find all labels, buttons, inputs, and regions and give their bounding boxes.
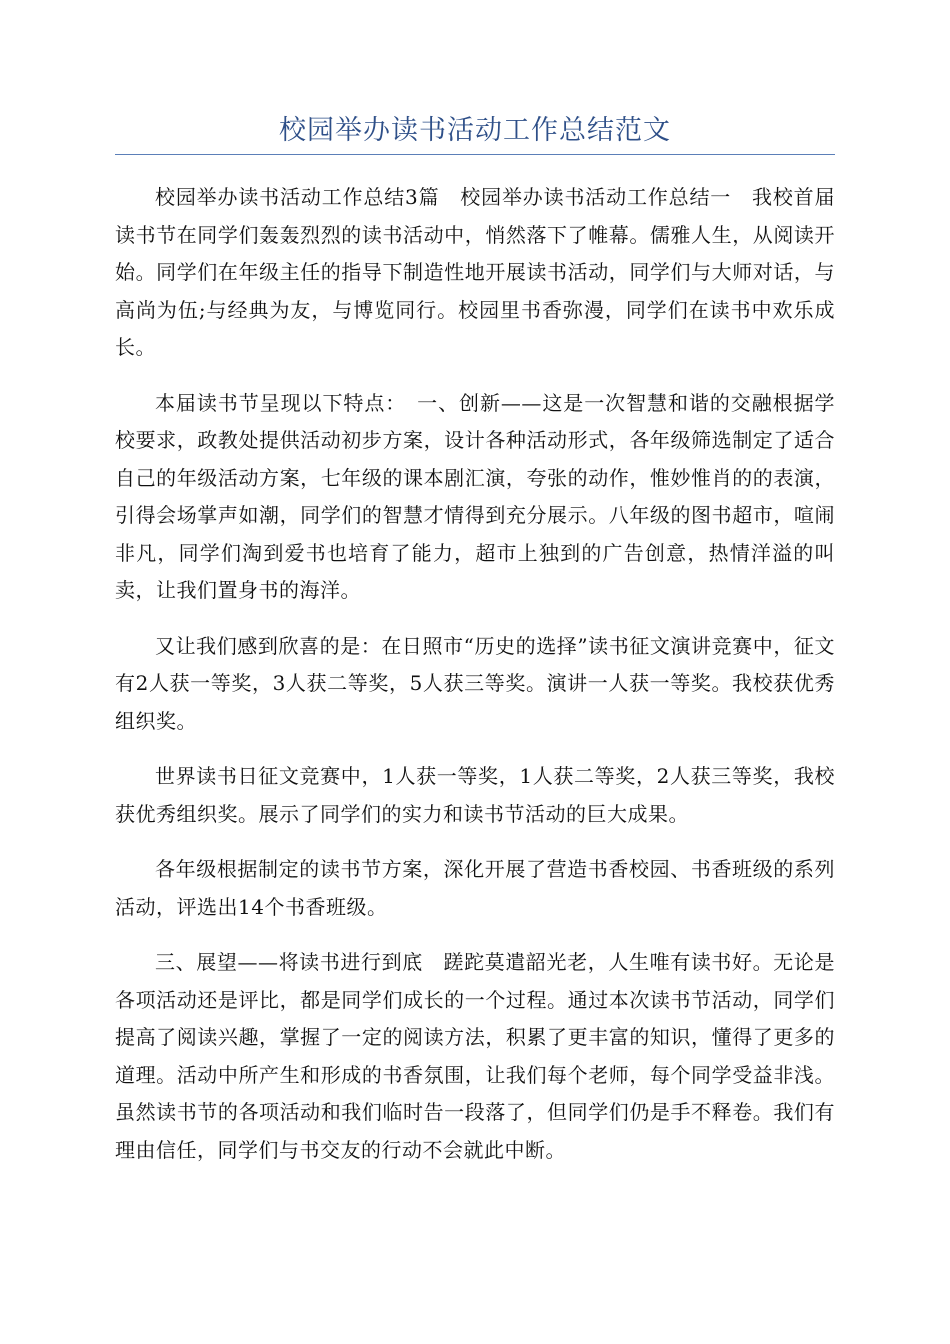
paragraph-outlook: 三、展望——将读书进行到底 蹉跎莫遣韶光老，人生唯有读书好。无论是各项活动还是评比，都是同学们成长的一个过程。通过本次读书节活动，同学们提高了阅读兴趣，掌握了一定的阅读方法，积累了更丰富的知识，懂得了更多的道理。活动中所产生和形成的书香氛围，让我们每个老师，每个同学受益非浅。虽然读书节的各项活动和我们临时告一段落了，但同学们仍是手不释卷。我们有理由信任，同学们与书交友的行动不会就此中断。	[115, 950, 835, 1162]
paragraph-book-classes: 各年级根据制定的读书节方案，深化开展了营造书香校园、书香班级的系列活动，评选出14个书香班级。	[115, 857, 835, 919]
paragraph-essay-awards: 又让我们感到欣喜的是：在日照市“历史的选择”读书征文演讲竞赛中，征文有2人获一等奖，3人获二等奖，5人获三等奖。演讲一人获一等奖。我校获优秀组织奖。	[115, 633, 835, 733]
document-body	[115, 179, 835, 1187]
title-underline-rule	[115, 154, 835, 155]
paragraph-features: 本届读书节呈现以下特点： 一、创新——这是一次智慧和谐的交融根据学校要求，政教处提供活动初步方案，设计各种活动形式，各年级筛选制定了适合自己的年级活动方案，七年级的课本剧汇演，夸张的动作，惟妙惟肖的的表演，引得会场掌声如潮，同学们的智慧才情得到充分展示。八年级的图书超市，喧闹非凡，同学们淘到爱书也培育了能力，超市上独到的广告创意，热情洋溢的叫卖，让我们置身书的海洋。	[115, 390, 835, 602]
document-title: 校园举办读书活动工作总结范文	[279, 115, 671, 146]
paragraph-world-book-day: 世界读书日征文竞赛中，1人获一等奖，1人获二等奖，2人获三等奖，我校获优秀组织奖。展示了同学们的实力和读书节活动的巨大成果。	[115, 764, 835, 826]
paragraph-intro: 校园举办读书活动工作总结3篇 校园举办读书活动工作总结一 我校首届读书节在同学们轰轰烈烈的读书活动中，悄然落下了帷幕。儒雅人生，从阅读开始。同学们在年级主任的指导下制造性地开展读书活动，同学们与大师对话，与高尚为伍;与经典为友，与博览同行。校园里书香弥漫，同学们在读书中欢乐成长。	[115, 185, 835, 359]
